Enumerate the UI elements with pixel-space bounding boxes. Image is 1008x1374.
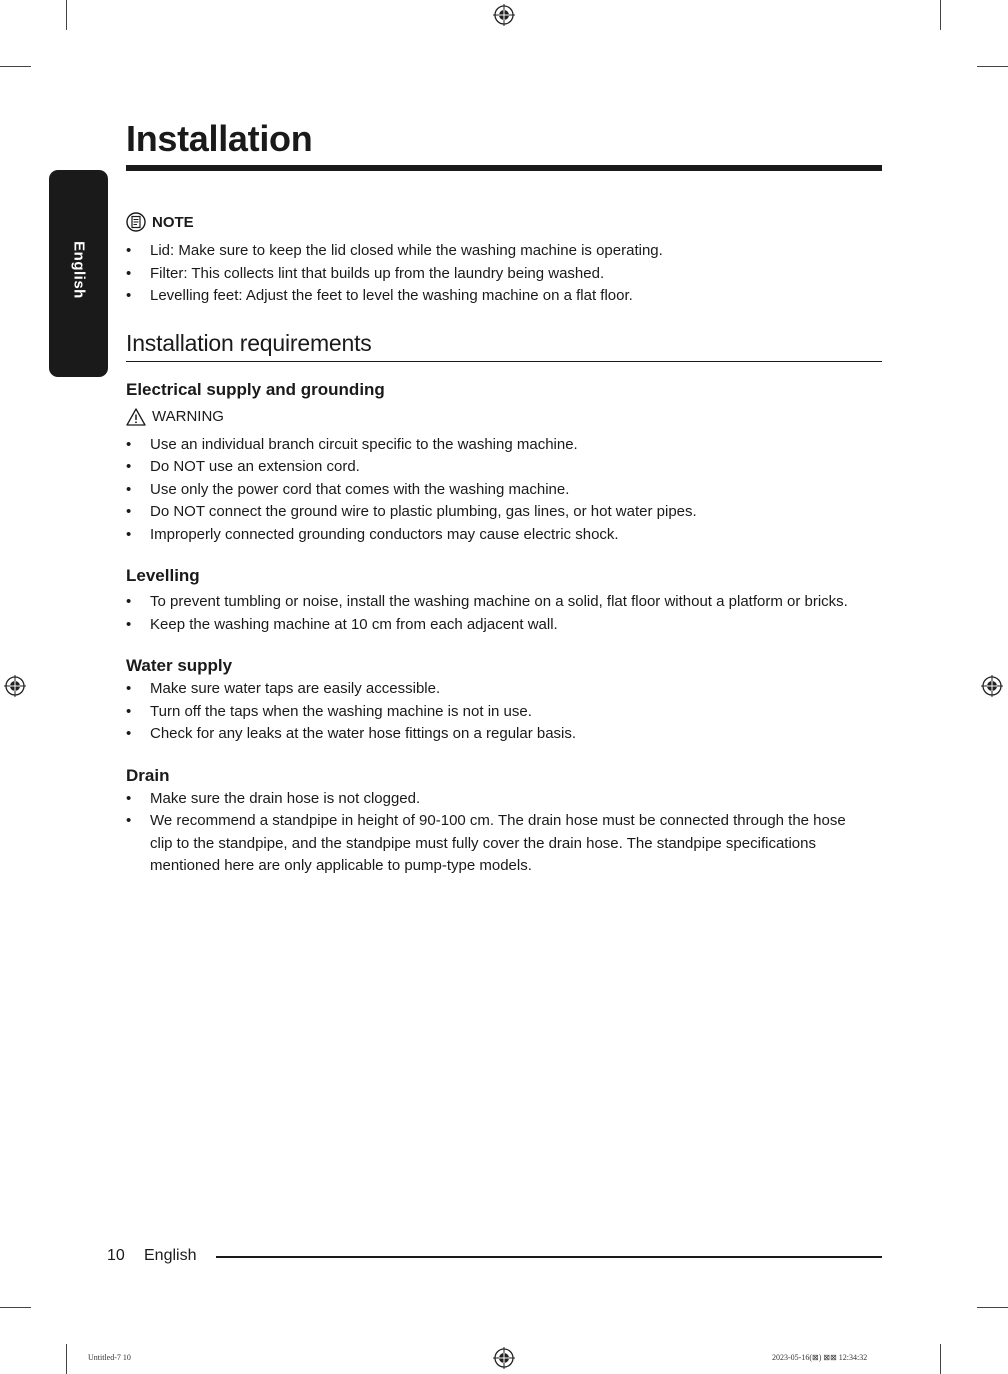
crop-mark xyxy=(0,66,31,67)
print-slug-left: Untitled-7 10 xyxy=(88,1353,131,1362)
list-item: • Keep the washing machine at 10 cm from each adjacent wall. xyxy=(126,614,882,637)
registration-mark-icon xyxy=(493,1347,515,1369)
note-heading xyxy=(126,212,882,232)
list-item: • Use only the power cord that comes with the washing machine. xyxy=(126,479,882,502)
list-item: • To prevent tumbling or noise, install the washing machine on a solid, flat floor without a platform or bricks. xyxy=(126,591,882,614)
subsection-title-water-supply: Water supply xyxy=(126,656,233,675)
crop-mark xyxy=(940,1344,941,1374)
electrical-list xyxy=(126,434,882,547)
crop-mark xyxy=(0,1307,31,1308)
water-supply-list xyxy=(126,678,882,746)
levelling-list xyxy=(126,591,882,636)
registration-mark-icon xyxy=(493,4,515,26)
warning-heading xyxy=(126,408,882,426)
section-title-installation-requirements: Installation requirements xyxy=(126,330,882,362)
language-side-tab-label: English xyxy=(70,241,87,299)
footer-rule xyxy=(216,1256,882,1258)
list-item: • Make sure the drain hose is not clogged. xyxy=(126,788,846,811)
crop-mark xyxy=(977,66,1008,67)
main-content xyxy=(126,212,882,878)
subsection-title-electrical: Electrical supply and grounding xyxy=(126,379,385,399)
list-item: • Turn off the taps when the washing machine is not in use. xyxy=(126,701,882,724)
crop-mark xyxy=(66,0,67,30)
crop-mark xyxy=(940,0,941,30)
list-item: • Use an individual branch circuit specific to the washing machine. xyxy=(126,434,882,457)
registration-mark-icon xyxy=(4,675,26,697)
list-item: • Filter: This collects lint that builds up from the laundry being washed. xyxy=(126,263,882,286)
list-item: • Do NOT use an extension cord. xyxy=(126,456,882,479)
note-list xyxy=(126,240,882,308)
crop-mark xyxy=(66,1344,67,1374)
page-title: Installation xyxy=(126,118,313,159)
warning-icon xyxy=(126,408,146,426)
print-slug-right: 2023-05-16(⊠) ⊠⊠ 12:34:32 xyxy=(772,1353,868,1362)
list-item: • Do NOT connect the ground wire to plastic plumbing, gas lines, or hot water pipes. xyxy=(126,501,882,524)
subsection-title-drain: Drain xyxy=(126,765,170,785)
list-item: • Lid: Make sure to keep the lid closed while the washing machine is operating. xyxy=(126,240,882,263)
list-item: • Improperly connected grounding conductors may cause electric shock. xyxy=(126,524,882,547)
list-item: • Make sure water taps are easily accessible. xyxy=(126,678,882,701)
title-rule xyxy=(126,165,882,171)
warning-label: WARNING xyxy=(152,408,224,425)
registration-mark-icon xyxy=(981,675,1003,697)
drain-list xyxy=(126,788,846,878)
list-item: • We recommend a standpipe in height of 90-100 cm. The drain hose must be connected through the hose clip to the standpipe, and the standpipe must fully cover the drain hose. The standpipe specifications mentioned here are only applicable to pump-type models. xyxy=(126,810,846,878)
list-item: • Check for any leaks at the water hose fittings on a regular basis. xyxy=(126,723,882,746)
page-number: 10 xyxy=(107,1247,125,1264)
crop-mark xyxy=(977,1307,1008,1308)
footer-language: English xyxy=(144,1247,197,1264)
language-side-tab xyxy=(49,170,108,377)
list-item: • Levelling feet: Adjust the feet to level the washing machine on a flat floor. xyxy=(126,285,882,308)
subsection-title-levelling: Levelling xyxy=(126,566,200,585)
note-icon xyxy=(126,212,146,232)
note-label: NOTE xyxy=(152,213,194,231)
